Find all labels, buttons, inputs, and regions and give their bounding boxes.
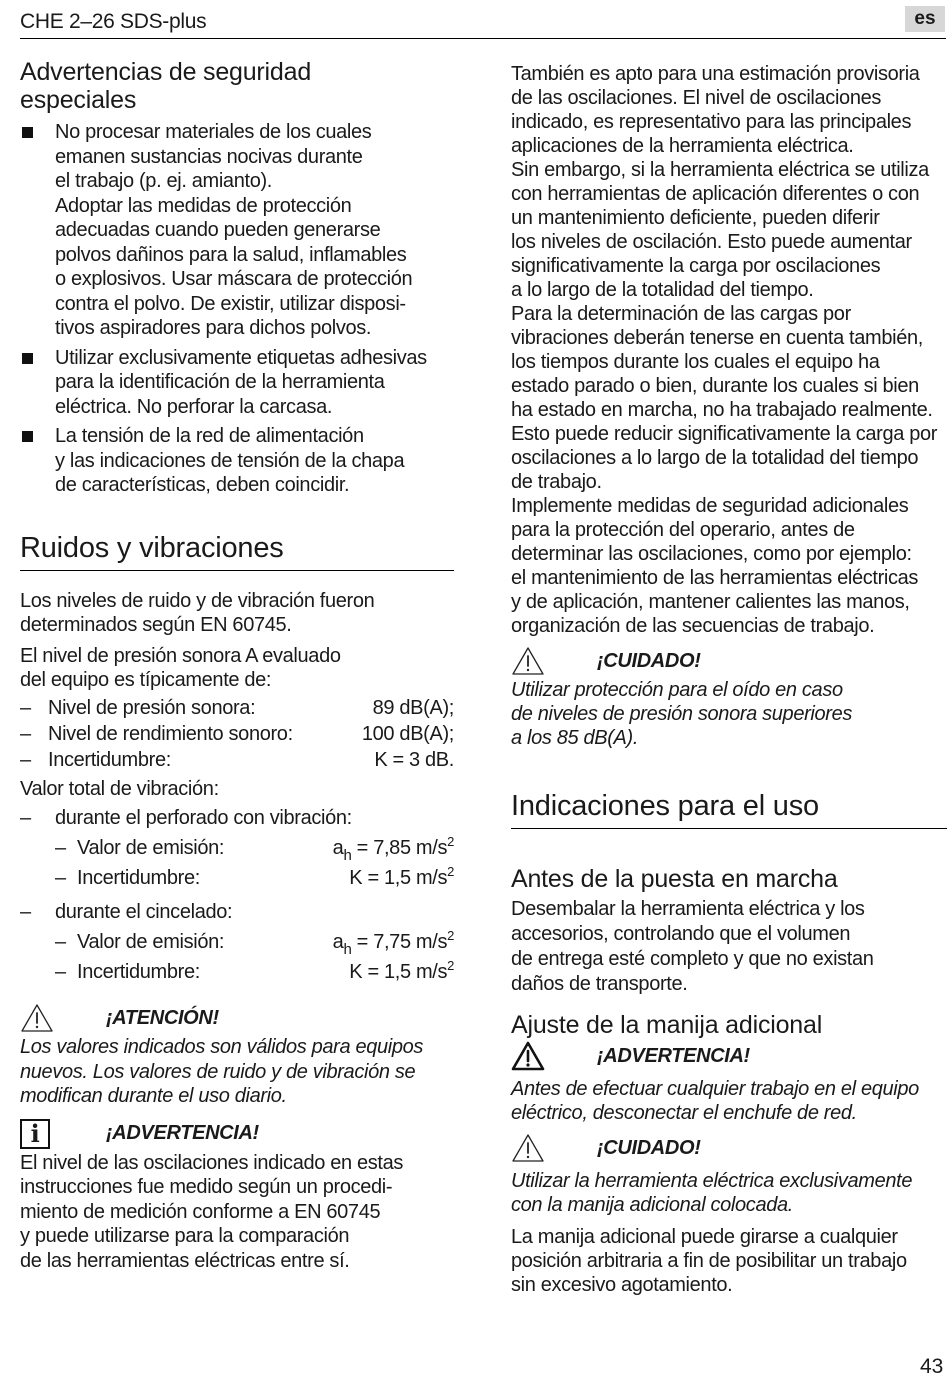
text-line: Utilizar la herramienta eléctrica exclusivamente	[511, 1170, 913, 1192]
bullet-line: Adoptar las medidas de protección	[55, 194, 352, 217]
before-start-text	[511, 897, 947, 997]
text-line: los niveles de oscilación. Esto puede aumentar	[511, 231, 912, 253]
vibration-paragraph	[511, 62, 947, 638]
spec-value: K = 1,5 $m/s^2$	[349, 864, 454, 889]
text-line: instrucciones fue medido según un procedi-	[20, 1176, 393, 1198]
text-line: posición arbitraria a fin de posibilitar un trabajo	[511, 1250, 907, 1272]
text-line: de entrega esté completo y que no existan	[511, 948, 874, 970]
page-number: 43	[920, 1355, 944, 1378]
caution-text	[511, 678, 947, 750]
warning-triangle-icon	[511, 1132, 547, 1164]
handle-warning-label: ¡ADVERTENCIA!	[597, 1045, 750, 1067]
section-rule	[20, 570, 454, 571]
bullet-line: y las indicaciones de tensión de la chapa	[55, 449, 405, 472]
advertencia-text	[20, 1151, 454, 1274]
text-line: daños de transporte.	[511, 973, 688, 995]
caution-notice	[511, 644, 947, 678]
vibration-group-title	[20, 897, 454, 927]
spec-value: $a_h = 7,75$ $m/s^2$	[332, 928, 454, 958]
group-label: durante el cincelado:	[55, 901, 233, 923]
text-line: del equipo es típicamente de:	[20, 669, 272, 691]
text-line: Los valores indicados son válidos para equipos	[20, 1036, 424, 1058]
text-line: los tiempos durante los cuales el equipo ha	[511, 351, 880, 373]
text-line: determinar las oscilaciones, como por ejemplo:	[511, 543, 912, 565]
text-line: de las oscilaciones. El nivel de oscilaciones	[511, 87, 882, 109]
spec-row	[20, 721, 454, 747]
attention-notice	[20, 1001, 454, 1035]
info-glyph: i	[20, 1119, 50, 1149]
spec-label: Incertidumbre:	[77, 961, 200, 983]
safety-bullet-list	[20, 120, 454, 498]
text-line: y de aplicación, mantener calientes las manos,	[511, 591, 910, 613]
spec-row	[20, 863, 454, 893]
text-line: modifican durante el uso diario.	[20, 1085, 287, 1107]
dash: –	[20, 722, 31, 745]
text-line: con la manija adicional colocada.	[511, 1194, 793, 1216]
text-line: Antes de efectuar cualquier trabajo en el equipo	[511, 1078, 919, 1100]
advertencia-label: ¡ADVERTENCIA!	[106, 1122, 259, 1145]
square-bullet-icon	[22, 127, 33, 138]
dash: –	[55, 837, 66, 859]
text-line: estado parado o bien, durante los cuales si bien	[511, 375, 919, 397]
spec-row	[20, 747, 454, 773]
text-line: de niveles de presión sonora superiores	[511, 703, 853, 725]
bullet-line: Utilizar exclusivamente etiquetas adhesivas	[55, 346, 427, 369]
text-line: indicado, es representativo para las principales	[511, 111, 912, 133]
attention-text	[20, 1035, 454, 1109]
handle-caution-notice	[511, 1131, 947, 1165]
text-line: a lo largo de la totalidad del tiempo.	[511, 279, 814, 301]
dash: –	[20, 696, 31, 719]
text-line: Implemente medidas de seguridad adicionales	[511, 495, 909, 517]
text-line: La manija adicional puede girarse a cualquier	[511, 1226, 898, 1248]
warning-triangle-icon	[511, 645, 547, 677]
noise-intro	[20, 589, 454, 638]
spec-label: Valor de emisión:	[77, 931, 225, 953]
handle-warning-notice	[511, 1039, 947, 1073]
dash: –	[55, 961, 66, 983]
bullet-line: para la identificación de la herramienta	[55, 371, 385, 393]
spec-label: Incertidumbre:	[77, 867, 200, 889]
bullet-line: tivos aspiradores para dichos polvos.	[55, 317, 372, 339]
text-line: con herramientas de aplicación diferentes o con	[511, 183, 920, 205]
caution-label: ¡CUIDADO!	[597, 650, 701, 672]
spec-value: 89 dB(A);	[372, 696, 454, 719]
bullet-item	[20, 424, 454, 498]
text-line: el mantenimiento de las herramientas eléctricas	[511, 567, 919, 589]
text-line: Los niveles de ruido y de vibración fueron	[20, 589, 375, 612]
pressure-intro	[20, 644, 454, 693]
info-icon	[20, 1118, 56, 1150]
spec-value: $a_h = 7,85$ $m/s^2$	[332, 834, 454, 864]
text-line: accesorios, controlando que el volumen	[511, 923, 851, 945]
bullet-line: adecuadas cuando pueden generarse	[55, 219, 381, 241]
square-bullet-icon	[22, 431, 33, 442]
vibration-spec-list	[20, 803, 454, 987]
dash: –	[20, 748, 31, 771]
section-rule	[511, 828, 947, 829]
bullet-line: de características, deben coincidir.	[55, 474, 350, 496]
group-label: durante el perforado con vibración:	[55, 807, 352, 829]
text-line: miento de medición conforme a EN 60745	[20, 1200, 381, 1223]
text-line: un mantenimiento deficiente, pueden diferir	[511, 207, 880, 229]
bullet-line: eléctrica. No perforar la carcasa.	[55, 395, 333, 418]
dash: –	[20, 807, 31, 829]
document-title: CHE 2–26 SDS-plus	[20, 10, 207, 33]
vibration-total-title: Valor total de vibración:	[20, 777, 219, 800]
noise-spec-list	[20, 695, 454, 773]
dash: –	[55, 867, 66, 889]
bullet-line: o explosivos. Usar máscara de protección	[55, 268, 413, 290]
vibration-group-title	[20, 803, 454, 833]
text-line: determinados según EN 60745.	[20, 614, 292, 636]
special-warnings-heading	[20, 58, 454, 114]
handle-caution-text	[511, 1169, 947, 1217]
text-line: para la protección del operario, antes de	[511, 519, 855, 541]
spec-value: 100 dB(A);	[361, 722, 454, 745]
header-rule	[20, 38, 946, 39]
bullet-line: polvos dañinos para la salud, inflamables	[55, 243, 407, 266]
text-line: Para la determinación de las cargas por	[511, 303, 851, 325]
text-line: nuevos. Los valores de ruido y de vibración se	[20, 1060, 416, 1083]
text-line: organización de las secuencias de trabajo.	[511, 615, 875, 637]
dash: –	[20, 901, 31, 923]
text-line: También es apto para una estimación provisoria	[511, 63, 920, 85]
spec-row	[20, 833, 454, 863]
handle-text	[511, 1225, 947, 1297]
text-line: Desembalar la herramienta eléctrica y los	[511, 898, 865, 920]
left-column	[20, 58, 454, 1273]
text-line: a los 85 dB(A).	[511, 727, 639, 749]
text-line: sin excesivo agotamiento.	[511, 1274, 733, 1296]
text-line: de trabajo.	[511, 471, 602, 493]
text-line: y puede utilizarse para la comparación	[20, 1225, 350, 1247]
right-column	[511, 62, 947, 1297]
spec-label: Nivel de presión sonora:	[48, 696, 256, 719]
noise-vibration-heading: Ruidos y vibraciones	[20, 531, 284, 564]
bullet-item	[20, 120, 454, 341]
bullet-line: emanen sustancias nocivas durante	[55, 145, 363, 168]
spec-row	[20, 957, 454, 987]
text-line: Sin embargo, si la herramienta eléctrica se utiliza	[511, 159, 929, 181]
handle-warning-text	[511, 1077, 947, 1125]
handle-heading: Ajuste de la manija adicional	[511, 1011, 823, 1039]
text-line: oscilaciones a lo largo de la totalidad del tiempo	[511, 447, 919, 469]
spec-row	[20, 695, 454, 721]
attention-label: ¡ATENCIÓN!	[106, 1006, 219, 1029]
dash: –	[55, 931, 66, 953]
heading-line: Advertencias de seguridad	[20, 58, 312, 86]
text-line: de las herramientas eléctricas entre sí.	[20, 1249, 350, 1272]
text-line: El nivel de presión sonora A evaluado	[20, 644, 341, 667]
spec-label: Valor de emisión:	[77, 837, 225, 859]
bullet-line: el trabajo (p. ej. amianto).	[55, 170, 272, 192]
text-line: eléctrico, desconectar el enchufe de red.	[511, 1102, 857, 1124]
spec-row	[20, 927, 454, 957]
heading-line: especiales	[20, 86, 137, 114]
text-line: significativamente la carga por oscilaciones	[511, 255, 881, 277]
square-bullet-icon	[22, 353, 33, 364]
bullet-line: No procesar materiales de los cuales	[55, 121, 372, 143]
before-start-heading: Antes de la puesta en marcha	[511, 865, 838, 893]
spec-label: Incertidumbre:	[48, 748, 171, 771]
usage-heading: Indicaciones para el uso	[511, 790, 819, 822]
warning-triangle-icon	[20, 1002, 56, 1034]
language-badge: es	[905, 6, 945, 32]
text-line: El nivel de las oscilaciones indicado en estas	[20, 1151, 404, 1174]
bullet-line: La tensión de la red de alimentación	[55, 425, 364, 447]
text-line: aplicaciones de la herramienta eléctrica.	[511, 135, 854, 157]
advertencia-notice	[20, 1117, 454, 1151]
text-line: Utilizar protección para el oído en caso	[511, 679, 843, 701]
spec-label: Nivel de rendimiento sonoro:	[48, 722, 293, 745]
text-line: Esto puede reducir significativamente la carga por	[511, 423, 938, 445]
warning-triangle-bold-icon	[511, 1040, 547, 1072]
bullet-line: contra el polvo. De existir, utilizar disposi-	[55, 292, 406, 315]
handle-caution-label: ¡CUIDADO!	[597, 1137, 701, 1159]
text-line: vibraciones deberán tenerse en cuenta también,	[511, 327, 923, 349]
spec-value: K = 3 dB.	[374, 748, 454, 771]
bullet-item	[20, 346, 454, 420]
text-line: ha estado en marcha, no ha trabajado realmente.	[511, 399, 933, 421]
spec-value: K = 1,5 $m/s^2$	[349, 958, 454, 983]
